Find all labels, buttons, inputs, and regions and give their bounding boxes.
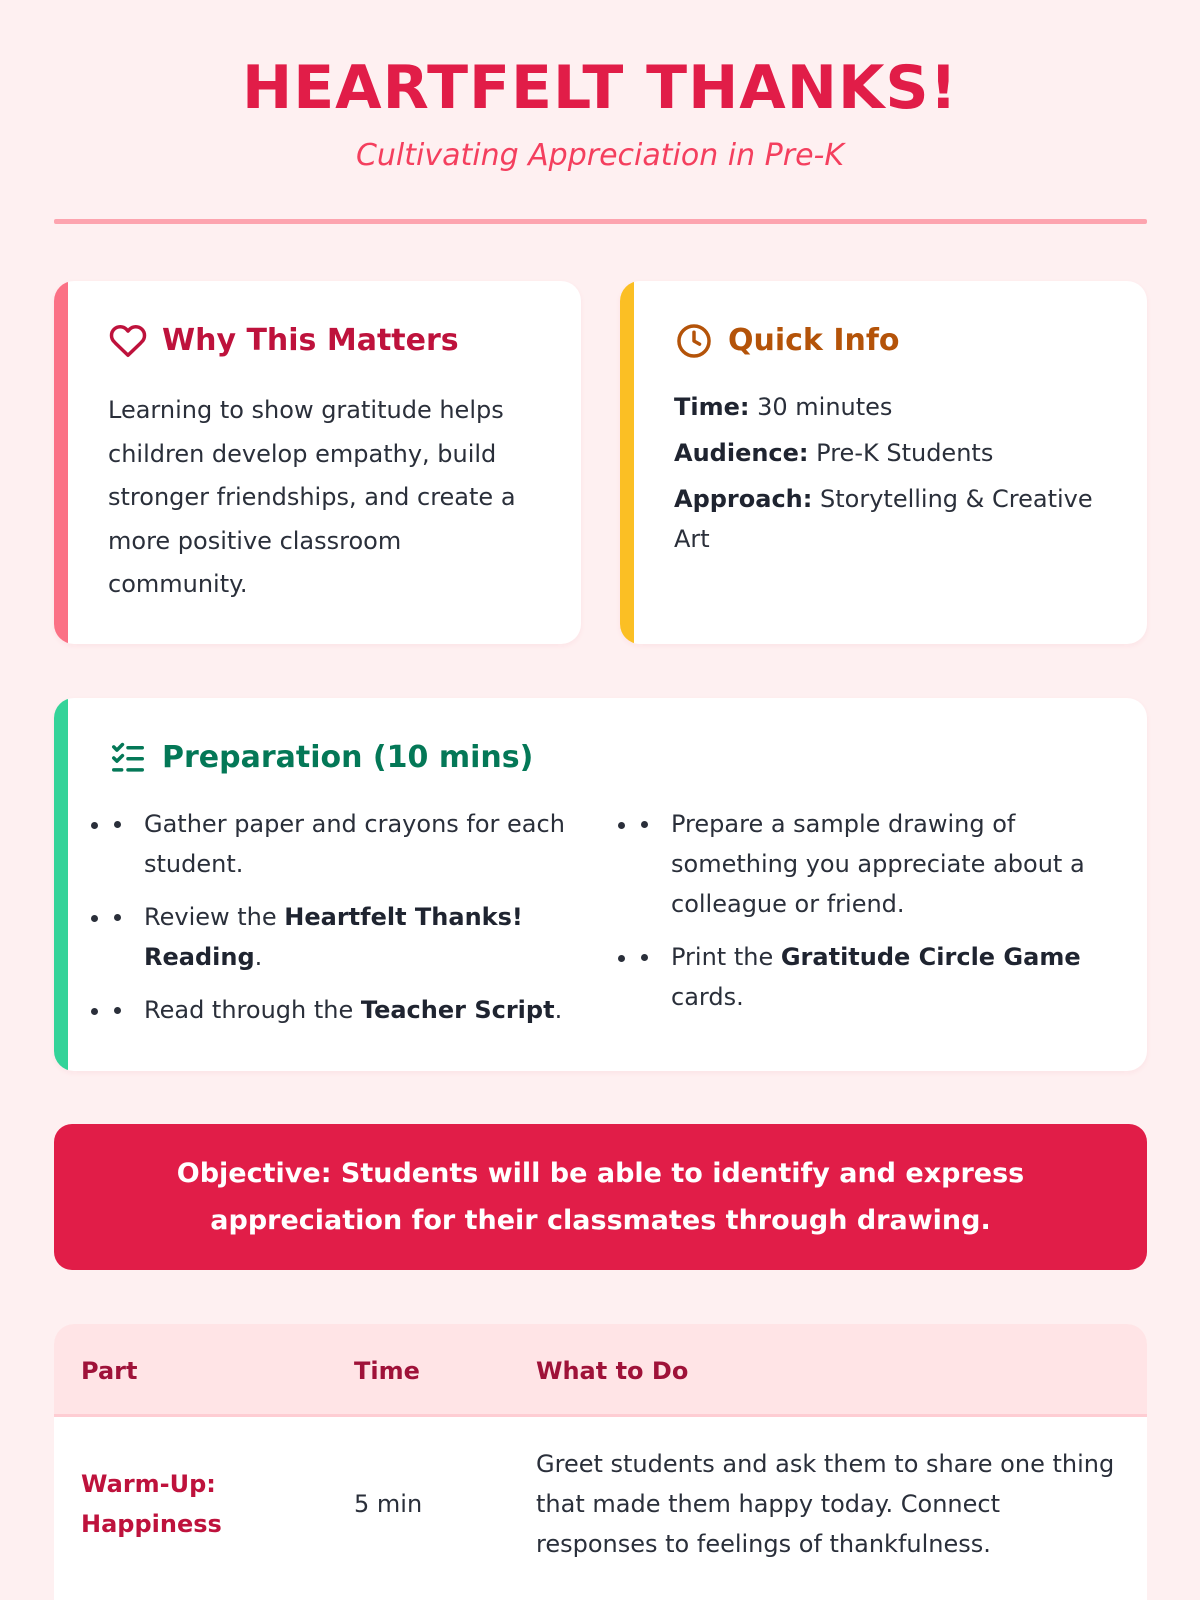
cell-part: Warm-Up: Happiness [81,1470,222,1538]
lesson-table [54,1324,1147,1600]
preparation-title: Preparation (10 mins) [162,740,534,775]
why-card-title: Why This Matters [162,323,459,358]
info-row-time: Time: 30 minutes [674,393,893,421]
page-title: HEARTFELT THANKS! [241,53,959,123]
checklist-icon [108,738,148,778]
clock-icon [674,321,714,361]
page-subtitle: Cultivating Appreciation in Pre-K [355,138,845,173]
table-row [54,1420,1147,1600]
why-card [54,281,581,644]
cell-what: Greet students and ask them to share one thing that made them happy today. Connect responses to feelings of thankfulness. [536,1450,1115,1558]
cell-time: 5 min [354,1490,423,1518]
header-divider [54,219,1147,224]
column-header-part: Part [81,1356,138,1385]
table-header [54,1324,1147,1417]
column-header-time: Time [354,1356,420,1385]
info-row-audience: Audience: Pre-K Students [674,439,994,467]
preparation-list-right [639,804,1099,1030]
why-card-accent [54,281,68,644]
info-row-approach: Approach: Storytelling & Creative Art [674,485,1093,553]
why-card-text: Learning to show gratitude helps children develop empathy, build stronger friendships, and create a more positive classroom community. [108,396,516,598]
why-card-header [108,321,459,361]
prep-item: • Review the Heartfelt Thanks! Reading. [112,897,612,977]
objective-banner: Objective: Students will be able to identify and express appreciation for their classmates through drawing. [54,1124,1147,1270]
prep-item: • Prepare a sample drawing of something you appreciate about a colleague or friend. [639,804,1099,924]
quick-info-title: Quick Info [728,323,900,358]
heart-icon [108,321,148,361]
quick-info-list [674,387,1114,565]
page-header [0,0,1200,176]
preparation-list-left [112,804,612,1043]
preparation-card [54,698,1147,1071]
quick-info-header [674,321,900,361]
quick-info-card [620,281,1147,644]
preparation-header [108,738,533,778]
quick-info-accent [620,281,634,644]
prep-item: • Print the Gratitude Circle Game cards. [639,937,1099,1017]
column-header-what: What to Do [536,1356,689,1385]
prep-item: • Read through the Teacher Script. [112,990,612,1030]
preparation-accent [54,698,68,1071]
prep-item: • Gather paper and crayons for each student. [112,804,612,884]
